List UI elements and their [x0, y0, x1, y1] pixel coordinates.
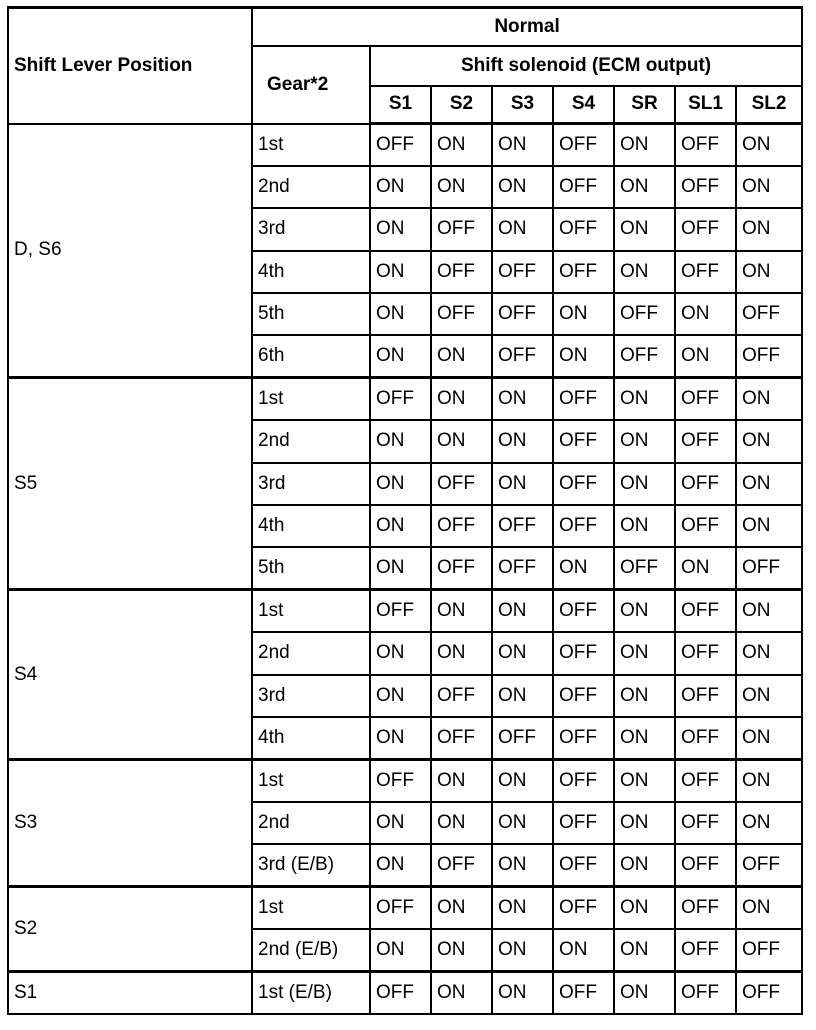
solenoid-state-cell-s3: ON — [492, 378, 553, 420]
solenoid-state-cell-s4: OFF — [553, 971, 614, 1013]
solenoid-state-cell-sl1: OFF — [675, 463, 736, 505]
solenoid-state-cell-s4: OFF — [553, 463, 614, 505]
solenoid-state-cell-s3: ON — [492, 971, 553, 1013]
solenoid-state-cell-sl1: OFF — [675, 802, 736, 844]
solenoid-state-cell-sr: ON — [614, 420, 675, 462]
solenoid-state-cell-s2: ON — [431, 971, 492, 1013]
solenoid-state-cell-s2: OFF — [431, 675, 492, 717]
solenoid-state-cell-s1: ON — [370, 293, 431, 335]
solenoid-state-cell-sl1: OFF — [675, 378, 736, 420]
solenoid-state-cell-s4: OFF — [553, 632, 614, 674]
solenoid-state-cell-s2: ON — [431, 166, 492, 208]
solenoid-state-cell-s2: ON — [431, 802, 492, 844]
table-row — [8, 887, 802, 929]
solenoid-state-cell-s4: OFF — [553, 251, 614, 293]
solenoid-state-cell-s2: ON — [431, 335, 492, 377]
gear-cell: 1st — [252, 759, 370, 801]
solenoid-state-cell-sr: ON — [614, 505, 675, 547]
solenoid-state-cell-sl2: ON — [736, 166, 802, 208]
solenoid-state-cell-sl2: OFF — [736, 929, 802, 971]
solenoid-state-cell-sl2: ON — [736, 378, 802, 420]
solenoid-state-cell-sl2: ON — [736, 251, 802, 293]
solenoid-state-cell-s4: OFF — [553, 505, 614, 547]
solenoid-state-cell-sl1: ON — [675, 547, 736, 589]
solenoid-state-cell-sl1: OFF — [675, 251, 736, 293]
solenoid-state-cell-sr: OFF — [614, 547, 675, 589]
solenoid-state-cell-s1: OFF — [370, 590, 431, 632]
solenoid-state-cell-s1: ON — [370, 675, 431, 717]
solenoid-state-cell-s4: OFF — [553, 590, 614, 632]
solenoid-state-cell-s4: OFF — [553, 717, 614, 759]
solenoid-state-cell-s2: ON — [431, 887, 492, 929]
solenoid-state-cell-s4: OFF — [553, 420, 614, 462]
solenoid-state-cell-sl1: OFF — [675, 166, 736, 208]
solenoid-state-cell-s3: ON — [492, 590, 553, 632]
solenoid-state-cell-s2: OFF — [431, 547, 492, 589]
solenoid-state-cell-s2: OFF — [431, 505, 492, 547]
solenoid-state-cell-sl1: ON — [675, 293, 736, 335]
solenoid-state-cell-sl2: ON — [736, 590, 802, 632]
solenoid-state-cell-s3: ON — [492, 929, 553, 971]
solenoid-state-cell-s1: OFF — [370, 759, 431, 801]
solenoid-state-cell-sl2: ON — [736, 802, 802, 844]
solenoid-state-cell-s4: ON — [553, 929, 614, 971]
solenoid-state-cell-s3: ON — [492, 463, 553, 505]
solenoid-state-cell-sl1: OFF — [675, 124, 736, 166]
solenoid-state-cell-sl2: ON — [736, 505, 802, 547]
shift-lever-position-cell: S4 — [8, 590, 252, 760]
solenoid-state-cell-s1: ON — [370, 166, 431, 208]
solenoid-state-cell-s3: OFF — [492, 251, 553, 293]
solenoid-state-cell-sl2: OFF — [736, 293, 802, 335]
solenoid-state-cell-s4: ON — [553, 547, 614, 589]
solenoid-state-cell-sl1: OFF — [675, 759, 736, 801]
gear-cell: 3rd — [252, 208, 370, 250]
solenoid-state-cell-s3: ON — [492, 759, 553, 801]
solenoid-state-cell-s4: OFF — [553, 208, 614, 250]
table-body — [8, 124, 802, 1014]
solenoid-state-cell-sr: ON — [614, 590, 675, 632]
solenoid-state-cell-s1: ON — [370, 844, 431, 886]
solenoid-state-cell-sl2: ON — [736, 124, 802, 166]
solenoid-state-cell-s2: OFF — [431, 717, 492, 759]
gear-cell: 2nd — [252, 420, 370, 462]
header-solenoid-s4: S4 — [553, 86, 614, 124]
gear-cell: 4th — [252, 717, 370, 759]
solenoid-state-cell-s4: ON — [553, 293, 614, 335]
header-solenoid-s3: S3 — [492, 86, 553, 124]
solenoid-state-cell-s1: ON — [370, 505, 431, 547]
solenoid-state-cell-sl1: OFF — [675, 929, 736, 971]
solenoid-state-cell-s3: ON — [492, 166, 553, 208]
gear-cell: 1st — [252, 378, 370, 420]
gear-cell: 4th — [252, 505, 370, 547]
gear-cell: 1st (E/B) — [252, 971, 370, 1013]
table-row — [8, 590, 802, 632]
header-solenoid-sl2: SL2 — [736, 86, 802, 124]
solenoid-state-cell-sr: ON — [614, 887, 675, 929]
solenoid-state-cell-sr: OFF — [614, 335, 675, 377]
solenoid-state-cell-s3: OFF — [492, 505, 553, 547]
solenoid-state-cell-sl1: OFF — [675, 844, 736, 886]
solenoid-state-cell-sr: ON — [614, 844, 675, 886]
solenoid-state-cell-s3: OFF — [492, 335, 553, 377]
header-normal: Normal — [252, 8, 802, 46]
header-shift-solenoid: Shift solenoid (ECM output) — [370, 46, 802, 86]
solenoid-state-cell-s1: ON — [370, 929, 431, 971]
solenoid-state-cell-sl2: ON — [736, 420, 802, 462]
solenoid-state-cell-s1: OFF — [370, 971, 431, 1013]
solenoid-state-cell-sl1: OFF — [675, 590, 736, 632]
gear-cell: 2nd — [252, 632, 370, 674]
shift-lever-position-cell: D, S6 — [8, 124, 252, 378]
solenoid-state-cell-s3: OFF — [492, 717, 553, 759]
solenoid-state-cell-s4: OFF — [553, 675, 614, 717]
header-gear: Gear*2 — [252, 46, 370, 124]
solenoid-state-cell-s1: OFF — [370, 887, 431, 929]
header-solenoid-sr: SR — [614, 86, 675, 124]
solenoid-state-cell-s2: ON — [431, 420, 492, 462]
solenoid-state-cell-sr: ON — [614, 675, 675, 717]
solenoid-state-cell-s2: OFF — [431, 293, 492, 335]
solenoid-state-cell-s1: ON — [370, 335, 431, 377]
solenoid-state-cell-sl1: OFF — [675, 887, 736, 929]
solenoid-state-cell-s3: ON — [492, 802, 553, 844]
solenoid-state-cell-sr: ON — [614, 929, 675, 971]
solenoid-state-cell-sl1: OFF — [675, 505, 736, 547]
solenoid-state-cell-s2: ON — [431, 759, 492, 801]
solenoid-state-cell-sl2: ON — [736, 463, 802, 505]
solenoid-state-cell-sr: ON — [614, 124, 675, 166]
solenoid-state-cell-sl1: OFF — [675, 717, 736, 759]
solenoid-state-cell-s3: ON — [492, 208, 553, 250]
solenoid-state-cell-s1: ON — [370, 717, 431, 759]
gear-cell: 5th — [252, 547, 370, 589]
gear-cell: 6th — [252, 335, 370, 377]
gear-cell: 4th — [252, 251, 370, 293]
solenoid-state-cell-sl1: OFF — [675, 420, 736, 462]
shift-lever-position-cell: S2 — [8, 887, 252, 972]
solenoid-state-cell-sl2: OFF — [736, 335, 802, 377]
solenoid-state-cell-s1: ON — [370, 547, 431, 589]
solenoid-state-cell-s1: OFF — [370, 378, 431, 420]
header-solenoid-s1: S1 — [370, 86, 431, 124]
solenoid-state-cell-s3: ON — [492, 420, 553, 462]
solenoid-state-cell-sr: ON — [614, 971, 675, 1013]
solenoid-state-cell-s2: OFF — [431, 208, 492, 250]
solenoid-state-cell-s3: ON — [492, 675, 553, 717]
solenoid-state-cell-s1: ON — [370, 632, 431, 674]
solenoid-state-cell-s4: OFF — [553, 166, 614, 208]
solenoid-state-cell-sl2: ON — [736, 887, 802, 929]
solenoid-state-cell-s2: OFF — [431, 251, 492, 293]
solenoid-state-cell-s1: ON — [370, 208, 431, 250]
solenoid-state-cell-sl1: OFF — [675, 632, 736, 674]
header-solenoid-sl1: SL1 — [675, 86, 736, 124]
solenoid-state-cell-s2: ON — [431, 632, 492, 674]
shift-solenoid-table — [7, 6, 803, 1015]
solenoid-state-cell-s2: ON — [431, 378, 492, 420]
gear-cell: 1st — [252, 124, 370, 166]
header-solenoid-s2: S2 — [431, 86, 492, 124]
solenoid-state-cell-sr: ON — [614, 717, 675, 759]
solenoid-state-cell-s3: ON — [492, 887, 553, 929]
solenoid-state-cell-s1: ON — [370, 420, 431, 462]
solenoid-state-cell-sr: ON — [614, 632, 675, 674]
solenoid-state-cell-s1: ON — [370, 463, 431, 505]
solenoid-state-cell-sr: ON — [614, 378, 675, 420]
solenoid-state-cell-sr: ON — [614, 208, 675, 250]
solenoid-state-cell-sr: ON — [614, 759, 675, 801]
shift-lever-position-cell: S3 — [8, 759, 252, 886]
gear-cell: 2nd — [252, 166, 370, 208]
solenoid-state-cell-sl2: ON — [736, 717, 802, 759]
solenoid-state-cell-s2: ON — [431, 590, 492, 632]
solenoid-state-cell-sl1: OFF — [675, 208, 736, 250]
solenoid-state-cell-s4: ON — [553, 335, 614, 377]
solenoid-state-cell-sr: OFF — [614, 293, 675, 335]
solenoid-state-cell-s4: OFF — [553, 844, 614, 886]
gear-cell: 3rd (E/B) — [252, 844, 370, 886]
header-shift-lever-position: Shift Lever Position — [8, 8, 252, 124]
solenoid-state-cell-s3: ON — [492, 844, 553, 886]
solenoid-state-cell-sl2: ON — [736, 759, 802, 801]
solenoid-state-cell-sr: ON — [614, 166, 675, 208]
solenoid-state-cell-s2: OFF — [431, 844, 492, 886]
solenoid-state-cell-s1: OFF — [370, 124, 431, 166]
solenoid-state-cell-sl1: OFF — [675, 971, 736, 1013]
gear-cell: 3rd — [252, 675, 370, 717]
solenoid-state-cell-sl1: OFF — [675, 675, 736, 717]
solenoid-state-cell-s4: OFF — [553, 759, 614, 801]
solenoid-state-cell-s1: ON — [370, 802, 431, 844]
solenoid-state-cell-s2: ON — [431, 929, 492, 971]
solenoid-state-cell-sl2: ON — [736, 632, 802, 674]
solenoid-state-cell-sl2: ON — [736, 675, 802, 717]
solenoid-state-cell-s3: ON — [492, 632, 553, 674]
solenoid-state-cell-sl2: OFF — [736, 547, 802, 589]
solenoid-state-cell-s1: ON — [370, 251, 431, 293]
solenoid-state-cell-sr: ON — [614, 251, 675, 293]
solenoid-state-cell-sl1: ON — [675, 335, 736, 377]
solenoid-state-cell-sl2: ON — [736, 208, 802, 250]
solenoid-state-cell-s4: OFF — [553, 802, 614, 844]
gear-cell: 5th — [252, 293, 370, 335]
solenoid-state-cell-sl2: OFF — [736, 971, 802, 1013]
solenoid-state-cell-s3: OFF — [492, 547, 553, 589]
gear-cell: 3rd — [252, 463, 370, 505]
table-row — [8, 759, 802, 801]
solenoid-state-cell-sr: ON — [614, 463, 675, 505]
solenoid-state-cell-s4: OFF — [553, 887, 614, 929]
shift-lever-position-cell: S5 — [8, 378, 252, 590]
solenoid-state-cell-s3: ON — [492, 124, 553, 166]
solenoid-state-cell-sr: ON — [614, 802, 675, 844]
table-row — [8, 378, 802, 420]
table-row — [8, 971, 802, 1013]
gear-cell: 2nd (E/B) — [252, 929, 370, 971]
solenoid-state-cell-s2: OFF — [431, 463, 492, 505]
solenoid-state-cell-sl2: OFF — [736, 844, 802, 886]
gear-cell: 2nd — [252, 802, 370, 844]
shift-lever-position-cell: S1 — [8, 971, 252, 1013]
table-row — [8, 124, 802, 166]
solenoid-state-cell-s3: OFF — [492, 293, 553, 335]
solenoid-state-cell-s2: ON — [431, 124, 492, 166]
solenoid-state-cell-s4: OFF — [553, 124, 614, 166]
gear-cell: 1st — [252, 590, 370, 632]
solenoid-state-cell-s4: OFF — [553, 378, 614, 420]
gear-cell: 1st — [252, 887, 370, 929]
